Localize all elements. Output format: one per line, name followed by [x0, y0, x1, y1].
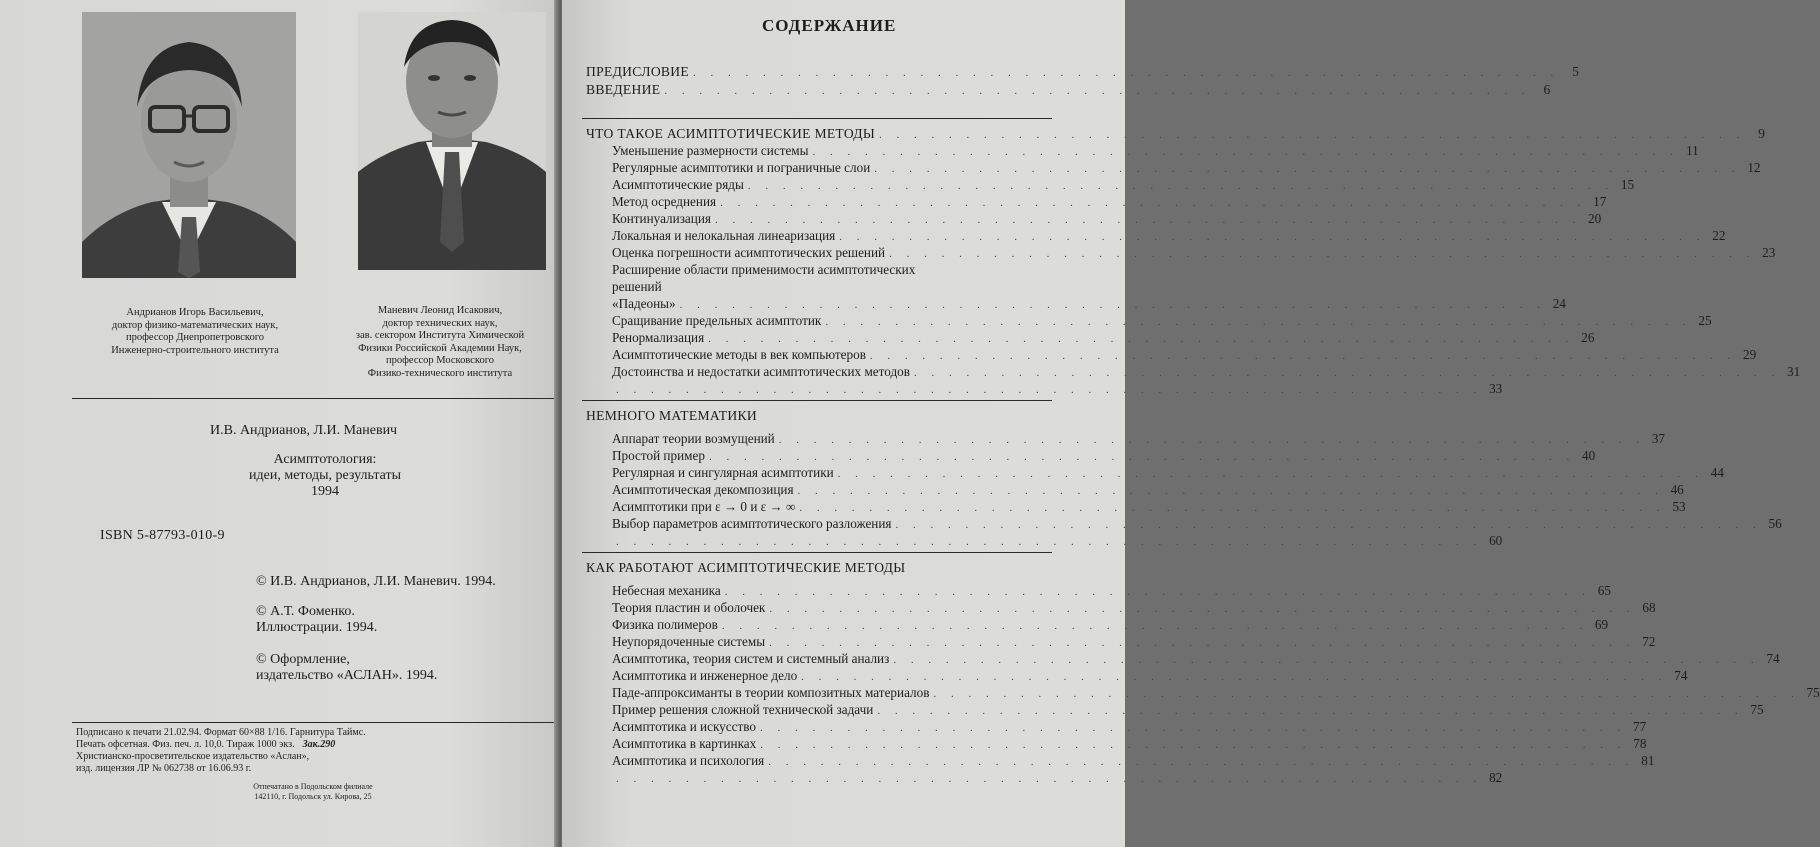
photo-caption-2 — [325, 305, 555, 380]
title-line: идеи, методы, результаты — [249, 468, 401, 483]
toc-entry-row — [612, 431, 1665, 447]
toc-leader-dots: . . . . . . . . . . . . . . . . . . . . . . . . . . . . . . . . . . . . . . . . . . . . . . . . . . — [933, 688, 1800, 700]
caption-line: Андрианов Игорь Васильевич, — [126, 307, 264, 318]
toc-entry-title: Асимптотическая декомпозиция — [612, 482, 794, 497]
toc-leader-dots: . . . . . . . . . . . . . . . . . . . . . . . . . . . . . . . . . . . . . . . . . . . . . . . . . . — [778, 434, 1645, 446]
toc-page-number: 5 — [1572, 64, 1580, 79]
toc-entry-title: Неупорядоченные системы — [612, 634, 766, 649]
order-stamp: Зак.290 — [302, 739, 336, 750]
caption-line: Маневич Леонид Исакович, — [377, 305, 503, 316]
toc-page-number: 11 — [1686, 143, 1699, 158]
toc-page-number: 17 — [1593, 194, 1607, 209]
toc-entry-title: Достоинства и недостатки асимптотических методов — [612, 364, 910, 379]
caption-line: доктор технических наук, — [382, 317, 498, 329]
toc-entry-title: Ренормализация — [612, 330, 705, 345]
divider-rule — [72, 722, 554, 723]
toc-entry-title: Асимптотические методы в век компьютеров — [612, 347, 866, 362]
toc-leader-dots: . . . . . . . . . . . . . . . . . . . . . . . . . . . . . . . . . . . . . . . . . . . . . . . . . . — [893, 654, 1760, 666]
toc-entry-row — [612, 736, 1647, 752]
copyright-line: © Оформление, — [256, 652, 350, 667]
imprint-line: Христианско-просветительское издательство «Аслан», — [76, 751, 310, 762]
toc-entry-row — [612, 194, 1607, 210]
copyright-line: Иллюстрации. 1994. — [256, 620, 378, 635]
toc-page-number: 15 — [1620, 177, 1635, 192]
book-title — [200, 452, 450, 500]
toc-page-number: 9 — [1758, 126, 1766, 141]
caption-line: Физико-технического института — [367, 367, 513, 379]
toc-leader-dots: . . . . . . . . . . . . . . . . . . . . . . . . . . . . . . . . . . . . . . . . . . . . . . . . . . — [874, 163, 1741, 175]
toc-entry-row — [612, 583, 1611, 599]
toc-section-row — [586, 82, 1551, 98]
toc-entry-row — [612, 279, 1052, 295]
copyright-illustrations — [256, 604, 377, 636]
toc-page-number: 81 — [1641, 753, 1655, 768]
printer-line: Отпечатано в Подольском филиале — [253, 782, 373, 791]
toc-entry-title: ВВЕДЕНИЕ — [586, 82, 661, 97]
toc-page-number: 29 — [1742, 347, 1757, 362]
toc-page-number: 74 — [1674, 668, 1688, 683]
caption-line: профессор Московского — [385, 355, 495, 366]
toc-entry-title: Локальная и нелокальная линеаризация — [612, 228, 836, 243]
toc-entry-row — [612, 516, 1782, 532]
author-photo-manevich — [358, 12, 546, 270]
table-of-contents — [562, 0, 1820, 847]
toc-entry-title: Уменьшение размерности системы — [612, 143, 809, 158]
toc-entry-title: Сращивание предельных асимптотик — [612, 313, 822, 328]
toc-entry-row — [612, 465, 1724, 481]
toc-leader-dots: . . . . . . . . . . . . . . . . . . . . . . . . . . . . . . . . . . . . . . . . . . . . . . . . . . — [616, 536, 1483, 548]
toc-leader-dots: . . . . . . . . . . . . . . . . . . . . . . . . . . . . . . . . . . . . . . . . . . . . . . . . . . — [769, 603, 1636, 615]
toc-leader-dots: . . . . . . . . . . . . . . . . . . . . . . . . . . . . . . . . . . . . . . . . . . . . . . . . . . — [679, 299, 1546, 311]
toc-page-number: 46 — [1670, 482, 1684, 497]
toc-section-row — [586, 64, 1580, 80]
toc-leader-dots: . . . . . . . . . . . . . . . . . . . . . . . . . . . . . . . . . . . . . . . . . . . . . . . . . . — [889, 248, 1756, 260]
toc-entry-title: Физика полимеров — [612, 617, 718, 632]
toc-page-number: 12 — [1747, 160, 1761, 175]
book-authors: И.В. Андрианов, Л.И. Маневич — [210, 423, 398, 438]
toc-page-number: 22 — [1712, 228, 1726, 243]
toc-entry-title: ПРЕДИСЛОВИЕ — [586, 64, 690, 79]
toc-page-number: 60 — [1489, 533, 1503, 548]
toc-entry-title: ЧТО ТАКОЕ АСИМПТОТИЧЕСКИЕ МЕТОДЫ — [586, 126, 876, 141]
caption-line: зав. сектором Института Химической — [355, 330, 525, 341]
section-divider — [582, 400, 1052, 401]
toc-entry-title: Асимптотики при ε → 0 и ε → ∞ — [612, 499, 796, 514]
imprint-line: изд. лицензия ЛР № 062738 от 16.06.93 г. — [76, 763, 252, 774]
title-line: Асимптотология: — [273, 452, 377, 467]
toc-entry-row — [612, 634, 1656, 650]
toc-page-number: 26 — [1581, 330, 1595, 345]
toc-entry-title: Оценка погрешности асимптотических решений — [612, 245, 886, 260]
toc-entry-row — [612, 770, 1503, 786]
toc-page-number: 65 — [1597, 583, 1611, 598]
toc-page-number: 37 — [1651, 431, 1665, 446]
toc-entry-row — [612, 617, 1609, 633]
imprint-text: Печать офсетная. Физ. печ. л. 10,0. Тираж 1000 экз. — [76, 739, 295, 750]
toc-entry-title: Метод осреднения — [612, 194, 717, 209]
toc-entry-title: Континуализация — [612, 211, 711, 226]
toc-page-number: 40 — [1582, 448, 1596, 463]
toc-page-number: 6 — [1543, 82, 1551, 97]
toc-page-number: 56 — [1768, 516, 1782, 531]
toc-leader-dots: . . . . . . . . . . . . . . . . . . . . . . . . . . . . . . . . . . . . . . . . . . . . . . . . . . — [869, 350, 1737, 362]
toc-entry-row — [612, 262, 1052, 278]
toc-leader-dots: . . . . . . . . . . . . . . . . . . . . . . . . . . . . . . . . . . . . . . . . . . . . . . . . . . — [759, 722, 1627, 734]
toc-entry-row — [612, 347, 1757, 363]
toc-leader-dots: . . . . . . . . . . . . . . . . . . . . . . . . . . . . . . . . . . . . . . . . . . . . . . . . . . — [812, 146, 1679, 158]
toc-entry-row — [612, 482, 1684, 498]
toc-page-number: 75 — [1750, 702, 1764, 717]
toc-entry-title: Регулярная и сингулярная асимптотики — [612, 465, 834, 480]
toc-entry-row — [612, 364, 1801, 380]
toc-page-number: 20 — [1588, 211, 1602, 226]
toc-page-number: 31 — [1787, 364, 1801, 379]
toc-leader-dots: . . . . . . . . . . . . . . . . . . . . . . . . . . . . . . . . . . . . . . . . . . . . . . . . . . — [664, 85, 1531, 97]
toc-entry-row — [612, 381, 1503, 397]
toc-entry-title: Небесная механика — [612, 583, 721, 598]
toc-entry-title: Асимптотика в картинках — [612, 736, 757, 751]
imprint-line: Подписано к печати 21.02.94. Формат 60×88 1/16. Гарнитура Таймс. — [76, 727, 366, 738]
toc-leader-dots: . . . . . . . . . . . . . . . . . . . . . . . . . . . . . . . . . . . . . . . . . . . . . . . . . . — [877, 705, 1744, 717]
toc-entry-row — [612, 228, 1726, 244]
printer-info — [228, 782, 398, 801]
toc-page-number: 74 — [1766, 651, 1780, 666]
toc-page-number: 25 — [1698, 313, 1712, 328]
toc-section-row — [586, 408, 1052, 424]
toc-entry-row — [612, 296, 1566, 312]
toc-leader-dots: . . . . . . . . . . . . . . . . . . . . . . . . . . . . . . . . . . . . . . . . . . . . . . . . . . — [768, 756, 1635, 768]
toc-entry-row — [612, 448, 1596, 464]
toc-entry-row — [612, 719, 1647, 735]
toc-leader-dots: . . . . . . . . . . . . . . . . . . . . . . . . . . . . . . . . . . . . . . . . . . . . . . . . . . — [616, 773, 1483, 785]
toc-leader-dots: . . . . . . . . . . . . . . . . . . . . . . . . . . . . . . . . . . . . . . . . . . . . . . . . . . — [747, 180, 1615, 192]
toc-page-number: 44 — [1710, 465, 1724, 480]
photo-caption-1 — [70, 307, 320, 357]
author-photo-andrianov — [82, 12, 296, 278]
toc-section-row — [586, 560, 1052, 576]
toc-leader-dots: . . . . . . . . . . . . . . . . . . . . . . . . . . . . . . . . . . . . . . . . . . . . . . . . . . — [760, 739, 1627, 751]
toc-entry-title: Пример решения сложной технической задачи — [612, 702, 874, 717]
toc-entry-title: НЕМНОГО МАТЕМАТИКИ — [586, 408, 758, 423]
toc-page-number: 82 — [1489, 770, 1503, 785]
isbn: ISBN 5-87793-010-9 — [100, 528, 225, 543]
toc-page-number: 75 — [1806, 685, 1820, 700]
toc-leader-dots: . . . . . . . . . . . . . . . . . . . . . . . . . . . . . . . . . . . . . . . . . . . . . . . . . . — [801, 671, 1668, 683]
caption-line: профессор Днепропетровского — [125, 332, 265, 343]
toc-page-number: 78 — [1633, 736, 1647, 751]
toc-entry-title: Паде-аппроксиманты в теории композитных материалов — [612, 685, 930, 700]
copyright-line: издательство «АСЛАН». 1994. — [256, 668, 438, 683]
toc-entry-title: Регулярные асимптотики и пограничные слои — [612, 160, 871, 175]
copyright-line: © А.Т. Фоменко. — [256, 604, 355, 619]
toc-page-number: 72 — [1642, 634, 1656, 649]
toc-leader-dots: . . . . . . . . . . . . . . . . . . . . . . . . . . . . . . . . . . . . . . . . . . . . . . . . . . — [708, 451, 1576, 463]
toc-entry-title: «Падеоны» — [612, 296, 676, 311]
toc-leader-dots: . . . . . . . . . . . . . . . . . . . . . . . . . . . . . . . . . . . . . . . . . . . . . . . . . . — [913, 367, 1781, 379]
toc-entry-title: Асимптотика, теория систем и системный анализ — [612, 651, 890, 666]
toc-entry-title: Теория пластин и оболочек — [612, 600, 766, 615]
toc-leader-dots: . . . . . . . . . . . . . . . . . . . . . . . . . . . . . . . . . . . . . . . . . . . . . . . . . . — [616, 384, 1483, 396]
toc-page-number: 23 — [1762, 245, 1776, 260]
toc-entry-title: решений — [612, 279, 662, 294]
toc-entry-row — [612, 499, 1686, 515]
toc-entry-row — [612, 600, 1656, 616]
toc-leader-dots: . . . . . . . . . . . . . . . . . . . . . . . . . . . . . . . . . . . . . . . . . . . . . . . . . . — [708, 333, 1575, 345]
toc-page-number: 53 — [1672, 499, 1686, 514]
toc-section-row — [586, 126, 1766, 142]
toc-leader-dots: . . . . . . . . . . . . . . . . . . . . . . . . . . . . . . . . . . . . . . . . . . . . . . . . . . — [693, 67, 1560, 79]
toc-entry-row — [612, 753, 1655, 769]
toc-entry-row — [612, 668, 1688, 684]
title-year: 1994 — [311, 484, 339, 499]
toc-entry-row — [612, 313, 1712, 329]
toc-entry-title: Простой пример — [612, 448, 705, 463]
toc-leader-dots: . . . . . . . . . . . . . . . . . . . . . . . . . . . . . . . . . . . . . . . . . . . . . . . . . . — [797, 485, 1664, 497]
caption-line: Физики Российской Академии Наук, — [358, 342, 522, 354]
toc-leader-dots: . . . . . . . . . . . . . . . . . . . . . . . . . . . . . . . . . . . . . . . . . . . . . . . . . . — [769, 637, 1636, 649]
imprint-block — [76, 727, 546, 775]
toc-leader-dots: . . . . . . . . . . . . . . . . . . . . . . . . . . . . . . . . . . . . . . . . . . . . . . . . . . — [714, 214, 1582, 226]
toc-page-number: 24 — [1552, 296, 1566, 311]
toc-leader-dots: . . . . . . . . . . . . . . . . . . . . . . . . . . . . . . . . . . . . . . . . . . . . . . . . . . — [720, 197, 1587, 209]
toc-entry-row — [612, 211, 1602, 227]
imprint-line — [76, 739, 546, 751]
toc-entry-title: Выбор параметров асимптотического разложения — [612, 516, 892, 531]
toc-entry-row — [612, 143, 1699, 159]
toc-leader-dots: . . . . . . . . . . . . . . . . . . . . . . . . . . . . . . . . . . . . . . . . . . . . . . . . . . — [837, 468, 1704, 480]
toc-entry-title: Асимптотика и инженерное дело — [612, 668, 798, 683]
toc-entry-row — [612, 533, 1503, 549]
toc-leader-dots: . . . . . . . . . . . . . . . . . . . . . . . . . . . . . . . . . . . . . . . . . . . . . . . . . . — [721, 620, 1589, 632]
toc-entry-title: Асимптотические ряды — [612, 177, 744, 192]
toc-leader-dots: . . . . . . . . . . . . . . . . . . . . . . . . . . . . . . . . . . . . . . . . . . . . . . . . . . — [879, 129, 1746, 141]
toc-entry-title: КАК РАБОТАЮТ АСИМПТОТИЧЕСКИЕ МЕТОДЫ — [586, 560, 906, 575]
divider-rule — [72, 398, 554, 399]
toc-leader-dots: . . . . . . . . . . . . . . . . . . . . . . . . . . . . . . . . . . . . . . . . . . . . . . . . . . — [895, 519, 1762, 531]
toc-entry-title: Асимптотика и искусство — [612, 719, 756, 734]
toc-entry-row — [612, 160, 1761, 176]
toc-entry-title: Аппарат теории возмущений — [612, 431, 775, 446]
printer-line: 142110, г. Подольск ул. Кирова, 25 — [254, 791, 372, 801]
copyright-design — [256, 652, 437, 684]
section-divider — [582, 118, 1052, 119]
toc-entry-title: Асимптотика и психология — [612, 753, 765, 768]
toc-entry-row — [612, 651, 1780, 667]
toc-entry-row — [612, 685, 1820, 701]
toc-page-number: 69 — [1594, 617, 1609, 632]
toc-leader-dots: . . . . . . . . . . . . . . . . . . . . . . . . . . . . . . . . . . . . . . . . . . . . . . . . . . — [799, 502, 1666, 514]
portrait-illustration-2 — [358, 12, 546, 270]
toc-leader-dots: . . . . . . . . . . . . . . . . . . . . . . . . . . . . . . . . . . . . . . . . . . . . . . . . . . — [839, 231, 1706, 243]
section-divider — [582, 552, 1052, 553]
toc-entry-row — [612, 177, 1635, 193]
contents-heading: СОДЕРЖАНИЕ — [762, 16, 897, 35]
toc-leader-dots: . . . . . . . . . . . . . . . . . . . . . . . . . . . . . . . . . . . . . . . . . . . . . . . . . . — [825, 316, 1692, 328]
toc-page-number: 77 — [1633, 719, 1647, 734]
toc-entry-row — [612, 245, 1776, 261]
caption-line: доктор физико-математических наук, — [111, 319, 279, 331]
portrait-illustration-1 — [82, 12, 296, 278]
caption-line: Инженерно-строительного института — [111, 344, 279, 356]
left-page — [0, 0, 558, 847]
toc-entry-row — [612, 702, 1764, 718]
copyright-authors: © И.В. Андрианов, Л.И. Маневич. 1994. — [256, 574, 496, 589]
toc-page-number: 68 — [1642, 600, 1656, 615]
right-page — [562, 0, 1820, 847]
toc-entry-title: Расширение области применимости асимптотических — [612, 262, 916, 277]
toc-leader-dots: . . . . . . . . . . . . . . . . . . . . . . . . . . . . . . . . . . . . . . . . . . . . . . . . . . — [724, 586, 1591, 598]
toc-page-number: 33 — [1489, 381, 1503, 396]
toc-entry-row — [612, 330, 1595, 346]
